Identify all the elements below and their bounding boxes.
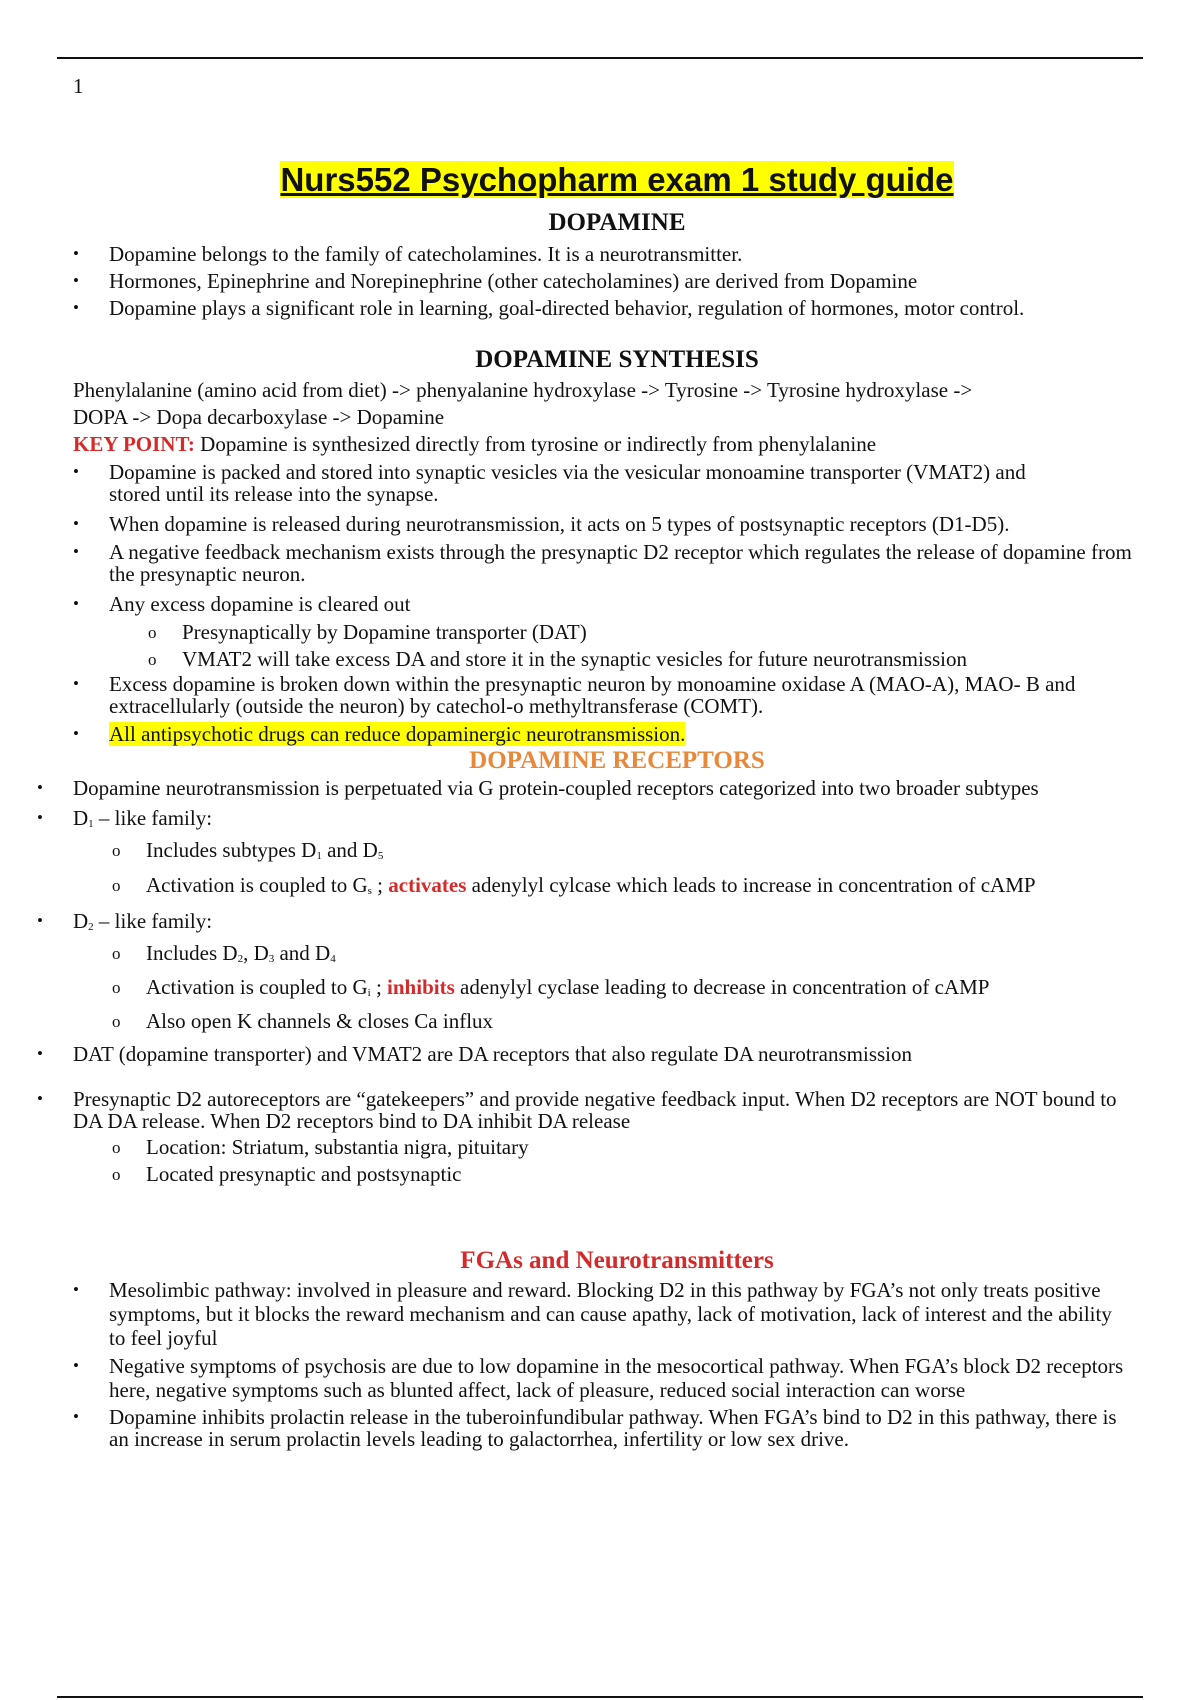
- sub-item: o VMAT2 will take excess DA and store it in the synaptic vesicles for future neurotransmission: [148, 647, 967, 671]
- heading-dopamine: DOPAMINE: [548, 209, 686, 236]
- synthesis-pathway: [73, 377, 1153, 458]
- list-item: • Excess dopamine is broken down within the presynaptic neuron by monoamine oxidase A (MAO-A), MAO- B and extracellularly (outside the neuron) by catechol-o methyltransferase (COMT).: [73, 672, 1076, 718]
- list-item: • Dopamine is packed and stored into synaptic vesicles via the vesicular monoamine transporter (VMAT2) and stored until its release into the synapse.: [73, 460, 1026, 506]
- list-item: • DAT (dopamine transporter) and VMAT2 are DA receptors that also regulate DA neurotransmission: [37, 1042, 913, 1066]
- list-item: [73, 1134, 1118, 1188]
- sub-item: o Activation is coupled to $G_i$ ; inhibits adenylyl cyclase leading to decrease in concentration of cAMP: [112, 975, 990, 999]
- key-point-text: Dopamine is synthesized directly from tyrosine or indirectly from phenylalanine: [194, 432, 877, 456]
- list-item: • A negative feedback mechanism exists through the presynaptic D2 receptor which regulates the release of dopamine from the presynaptic neuron.: [73, 540, 1132, 586]
- list-item: • Dopamine neurotransmission is perpetuated via G protein-coupled receptors categorized into two broader subtypes: [37, 776, 1039, 800]
- sub-item: o Also open K channels & closes Ca influx: [112, 1009, 494, 1033]
- dopamine-bullet-list: [73, 242, 1069, 320]
- page-title: [0, 158, 1200, 202]
- highlighted-text: All antipsychotic drugs can reduce dopaminergic neurotransmission.: [109, 722, 686, 746]
- sub-item: o Includes $D_2$, $D_3$ and $D_4$: [112, 941, 336, 965]
- list-item: [73, 940, 1118, 1035]
- key-point: [73, 431, 1153, 458]
- sub-item: o Presynaptically by Dopamine transporter (DAT): [148, 620, 587, 644]
- list-item: [109, 619, 1149, 673]
- synthesis-pathway-line2: DOPA -> Dopa decarboxylase -> Dopamine: [73, 405, 445, 429]
- sub-item: o Location: Striatum, substantia nigra, pituitary: [112, 1135, 529, 1159]
- synthesis-bullet-list: [73, 460, 1149, 746]
- list-item: • Dopamine belongs to the family of catecholamines. It is a neurotransmitter.: [73, 242, 743, 266]
- key-point-label: KEY POINT:: [73, 432, 195, 456]
- list-item: • Presynaptic D2 autoreceptors are “gatekeepers” and provide negative feedback input. When D2 receptors are NOT bound to DA DA release. When D2 receptors bind to DA inhibit DA release: [37, 1087, 1117, 1133]
- fgas-bullet-list: [73, 1278, 1129, 1451]
- list-item: [73, 837, 1118, 906]
- list-item: • $D_1$ – like family:: [37, 806, 213, 830]
- list-item: • Dopamine inhibits prolactin release in the tuberoinfundibular pathway. When FGA’s bind to D2 in this pathway, there is an increase in serum prolactin levels leading to galactorrhea, infertility or low sex drive.: [73, 1405, 1117, 1451]
- synthesis-pathway-line1: Phenylalanine (amino acid from diet) -> phenyalanine hydroxylase -> Tyrosine -> Tyrosine hydroxylase ->: [73, 378, 973, 402]
- sub-item: o Activation is coupled to $G_s$ ; activates adenylyl cylcase which leads to increase in concentration of cAMP: [112, 873, 1036, 897]
- list-item: • Mesolimbic pathway: involved in pleasure and reward. Blocking D2 in this pathway by FGA’s not only treats positive symptoms, but it blocks the reward mechanism and can cause apathy, lack of motivation, lack of interest and the ability to feel joyful: [73, 1278, 1112, 1350]
- sub-item: o Includes subtypes $D_1$ and $D_5$: [112, 838, 384, 862]
- list-item: • Dopamine plays a significant role in learning, goal-directed behavior, regulation of hormones, motor control.: [73, 296, 1025, 320]
- heading-dopamine-synthesis: DOPAMINE SYNTHESIS: [475, 346, 759, 373]
- page-title-text: Nurs552 Psychopharm exam 1 study guide: [280, 161, 954, 198]
- list-item: • Hormones, Epinephrine and Norepinephrine (other catecholamines) are derived from Dopamine: [73, 269, 918, 293]
- header-rule: [57, 57, 1143, 59]
- receptors-bullet-list: [37, 776, 1118, 1188]
- page-number: 1: [73, 74, 84, 98]
- footer-rule: [57, 1696, 1143, 1698]
- list-item: • All antipsychotic drugs can reduce dopaminergic neurotransmission.: [73, 722, 686, 746]
- list-item: • Any excess dopamine is cleared out: [73, 592, 411, 616]
- list-item: • $D_2$ – like family:: [37, 909, 213, 933]
- list-item: • Negative symptoms of psychosis are due to low dopamine in the mesocortical pathway. When FGA’s block D2 receptors here, negative symptoms such as blunted affect, lack of pleasure, reduced social interaction can worse: [73, 1354, 1124, 1402]
- heading-fgas: FGAs and Neurotransmitters: [460, 1247, 774, 1274]
- list-item: • When dopamine is released during neurotransmission, it acts on 5 types of postsynaptic receptors (D1-D5).: [73, 512, 1010, 536]
- sub-item: o Located presynaptic and postsynaptic: [112, 1162, 462, 1186]
- heading-dopamine-receptors: DOPAMINE RECEPTORS: [469, 747, 765, 774]
